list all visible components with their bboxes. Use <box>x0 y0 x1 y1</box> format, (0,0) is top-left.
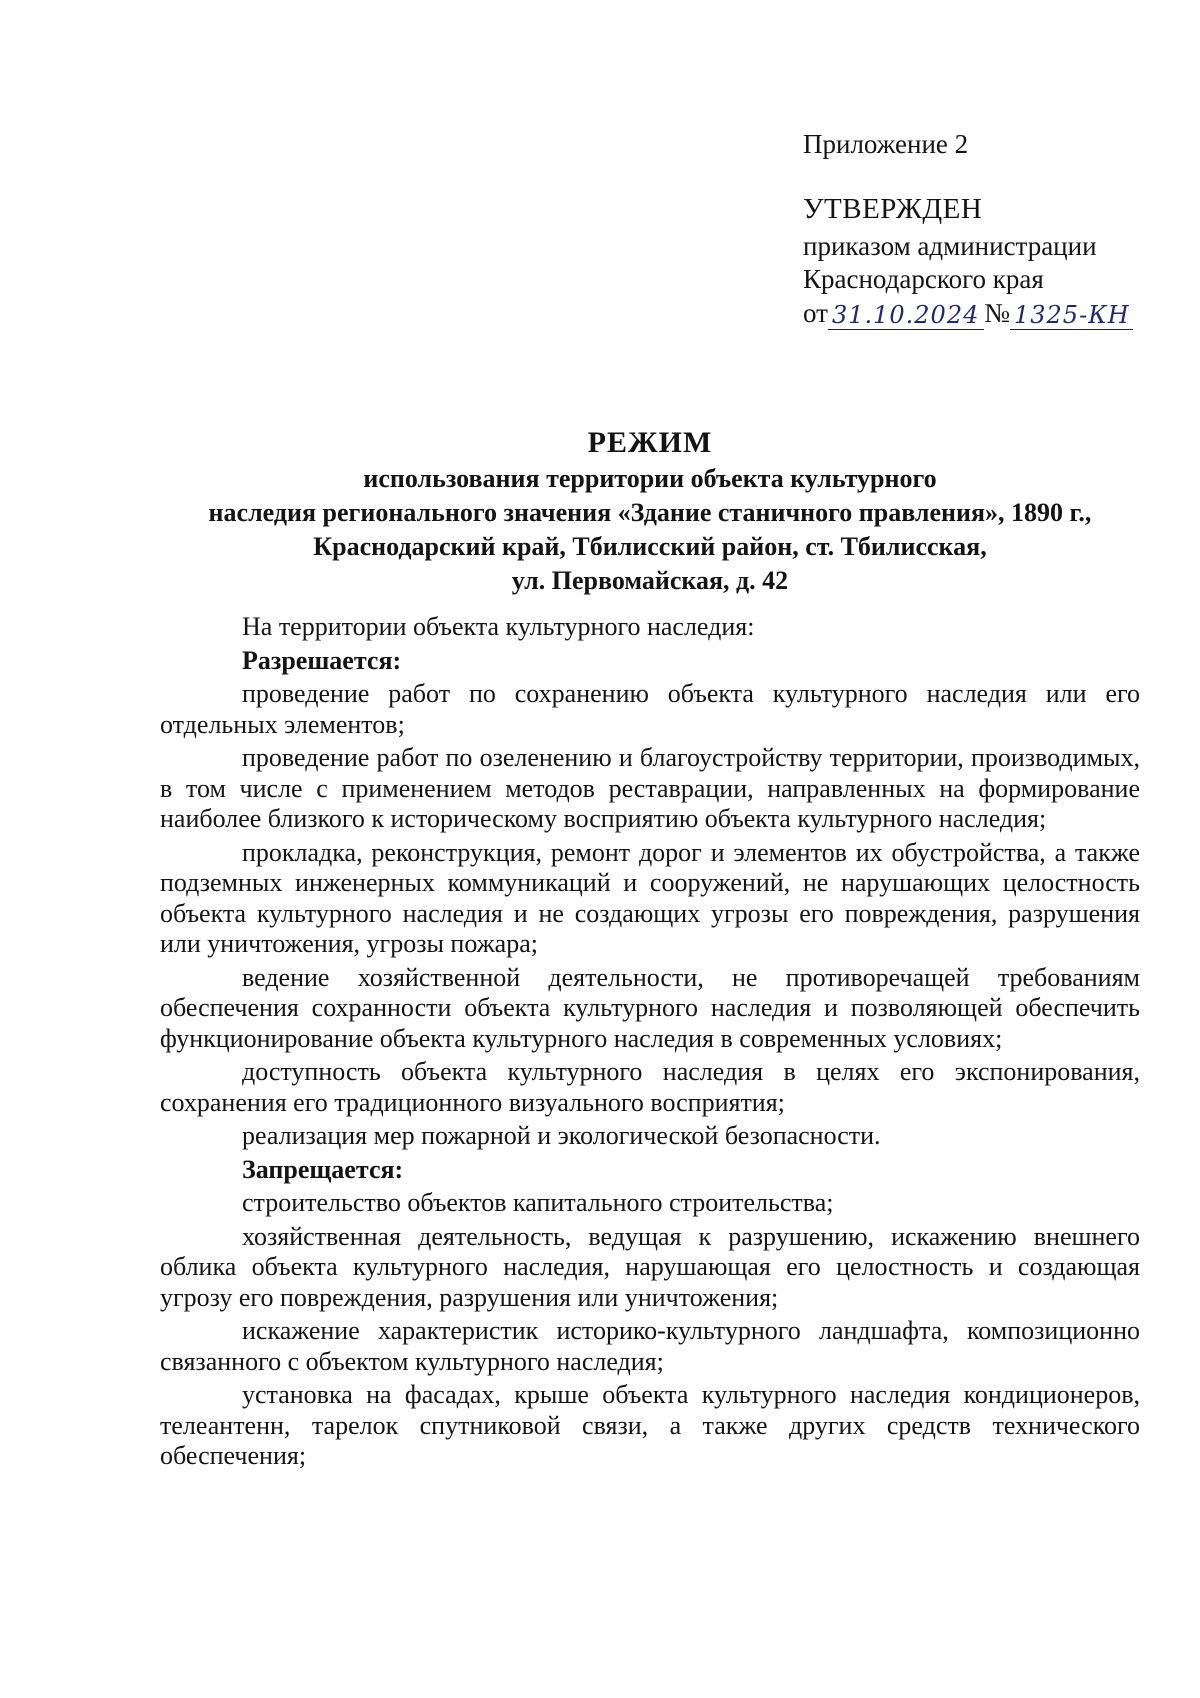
approved-label: УТВЕРЖДЕН <box>803 193 983 225</box>
allowed-item: ведение хозяйственной деятельности, не противоречащей требованиям обеспечения сохранности объекта культурного наследия и позволяющей обеспечить функционирование объекта культурного наследия в современных условиях; <box>160 962 1140 1053</box>
title-line-2: наследия регионального значения «Здание станичного правления», 1890 г., <box>208 498 1092 527</box>
title-line-1: использования территории объекта культурного <box>363 464 937 493</box>
allowed-item: прокладка, реконструкция, ремонт дорог и элементов их обустройства, а также подземных инженерных коммуникаций и сооружений, не нарушающих целостность объекта культурного наследия и не создающих угрозы его повреждения, разрушения или уничтожения, угрозы пожара; <box>160 837 1140 958</box>
allowed-item: проведение работ по сохранению объекта культурного наследия или его отдельных элементов; <box>160 679 1140 739</box>
approval-date-line <box>803 297 1133 330</box>
appendix-label: Приложение 2 <box>803 129 969 159</box>
forbidden-item: хозяйственная деятельность, ведущая к разрушению, искажению внешнего облика объекта культурного наследия, нарушающая его целостность и создающая угрозу его повреждения, разрушения или уничтожения; <box>160 1221 1140 1312</box>
approval-line-2: Краснодарского края <box>803 264 1044 294</box>
title-line-4: ул. Первомайская, д. 42 <box>511 566 789 595</box>
document-title-block <box>150 424 1150 598</box>
from-label: от <box>803 298 828 328</box>
allowed-item: проведение работ по озеленению и благоустройству территории, производимых, в том числе с применением методов реставрации, направленных на формирование наиболее близкого к историческому восприятию объекта культурного наследия; <box>160 743 1140 833</box>
approval-stamp-block <box>803 128 1133 330</box>
forbidden-heading: Запрещается: <box>242 1154 404 1184</box>
intro-paragraph: На территории объекта культурного наследия: <box>242 612 755 641</box>
title-line-3: Краснодарский край, Тбилисский район, ст. Тбилисская, <box>313 532 987 561</box>
document-body <box>160 612 1140 1472</box>
number-label: № <box>984 298 1010 328</box>
handwritten-number: 1325-КН <box>1010 301 1133 330</box>
document-title: РЕЖИМ <box>587 426 713 459</box>
allowed-heading: Разрешается: <box>242 645 402 675</box>
forbidden-item: установка на фасадах, крыше объекта культурного наследия кондиционеров, телеантенн, тарелок спутниковой связи, а также других средств технического обеспечения; <box>160 1380 1140 1470</box>
allowed-item: реализация мер пожарной и экологической безопасности. <box>242 1121 881 1150</box>
allowed-item: доступность объекта культурного наследия в целях его экспонирования, сохранения его традиционного визуального восприятия; <box>160 1057 1140 1117</box>
forbidden-item: строительство объектов капитального строительства; <box>242 1188 834 1217</box>
approval-line-1: приказом администрации <box>803 231 1097 261</box>
handwritten-date: 31.10.2024 <box>828 301 983 330</box>
forbidden-item: искажение характеристик историко-культурного ландшафта, композиционно связанного с объектом культурного наследия; <box>160 1316 1140 1376</box>
